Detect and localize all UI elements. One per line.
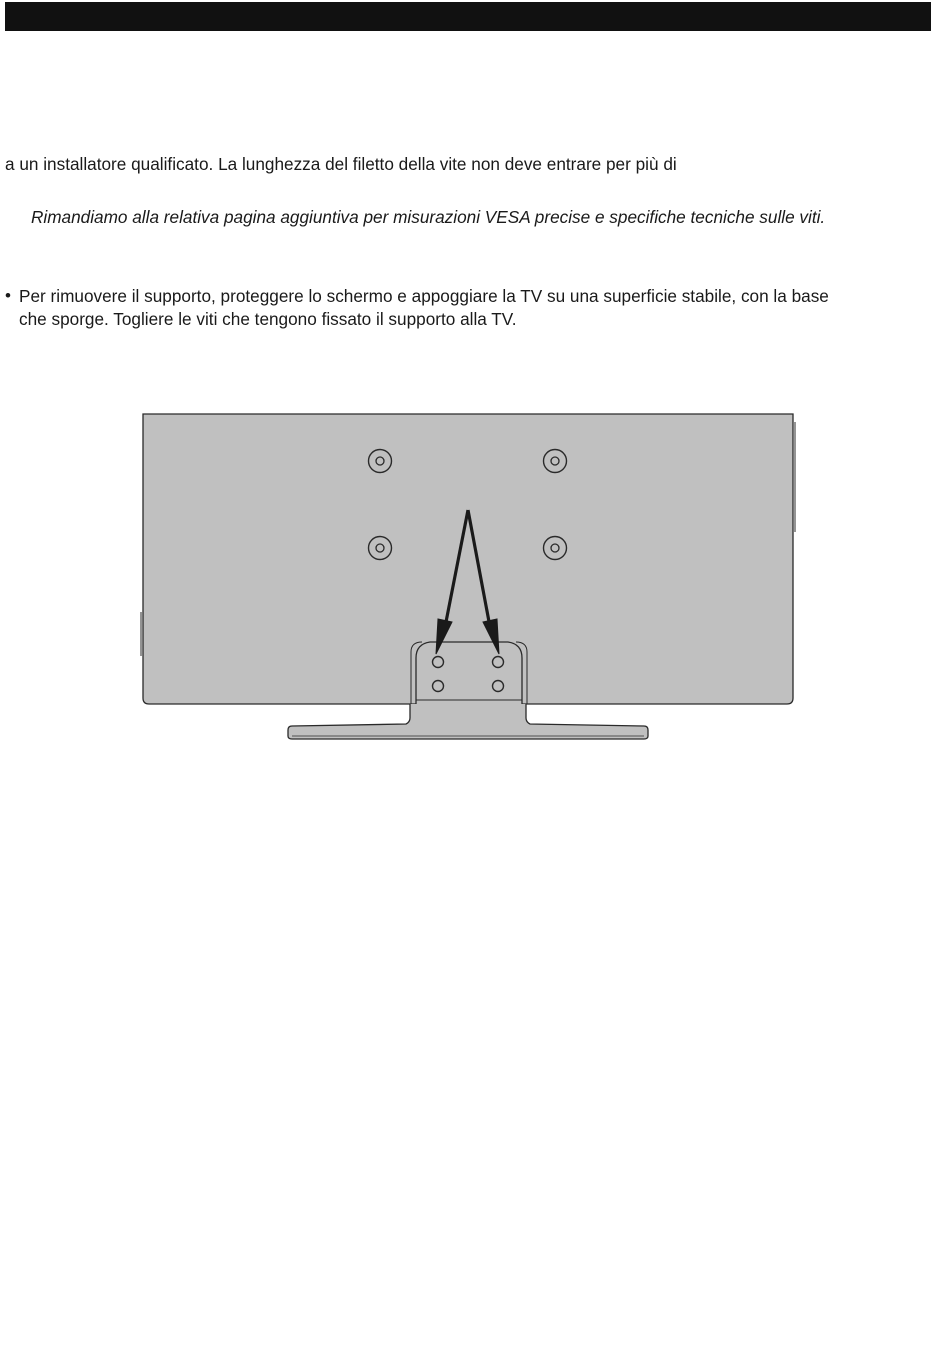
- stand-neck: [416, 642, 522, 704]
- stand-screw-top-right: [493, 657, 504, 668]
- stand-base: [288, 704, 648, 739]
- remove-stand-line-2: che sporge. Togliere le viti che tengono fissato il supporto alla TV.: [19, 309, 517, 329]
- vesa-hole-top-right: [544, 450, 567, 473]
- remove-stand-line-1: Per rimuovere il supporto, proteggere lo schermo e appoggiare la TV su una superficie stabile, con la base: [19, 286, 829, 306]
- vesa-hole-top-left: [369, 450, 392, 473]
- stand-screw-bottom-right: [493, 681, 504, 692]
- tv-back-illustration: [140, 412, 796, 744]
- bullet-marker: •: [5, 286, 11, 305]
- stand-screw-bottom-left: [433, 681, 444, 692]
- vesa-note-text: Rimandiamo alla relativa pagina aggiuntiva per misurazioni VESA precise e specifiche tecniche sulle viti.: [31, 207, 826, 227]
- vesa-hole-bottom-left: [369, 537, 392, 560]
- stand-screw-top-left: [433, 657, 444, 668]
- vesa-hole-bottom-right: [544, 537, 567, 560]
- header-bar: [5, 2, 931, 31]
- installer-note-text: a un installatore qualificato. La lunghezza del filetto della vite non deve entrare per più di: [5, 154, 677, 174]
